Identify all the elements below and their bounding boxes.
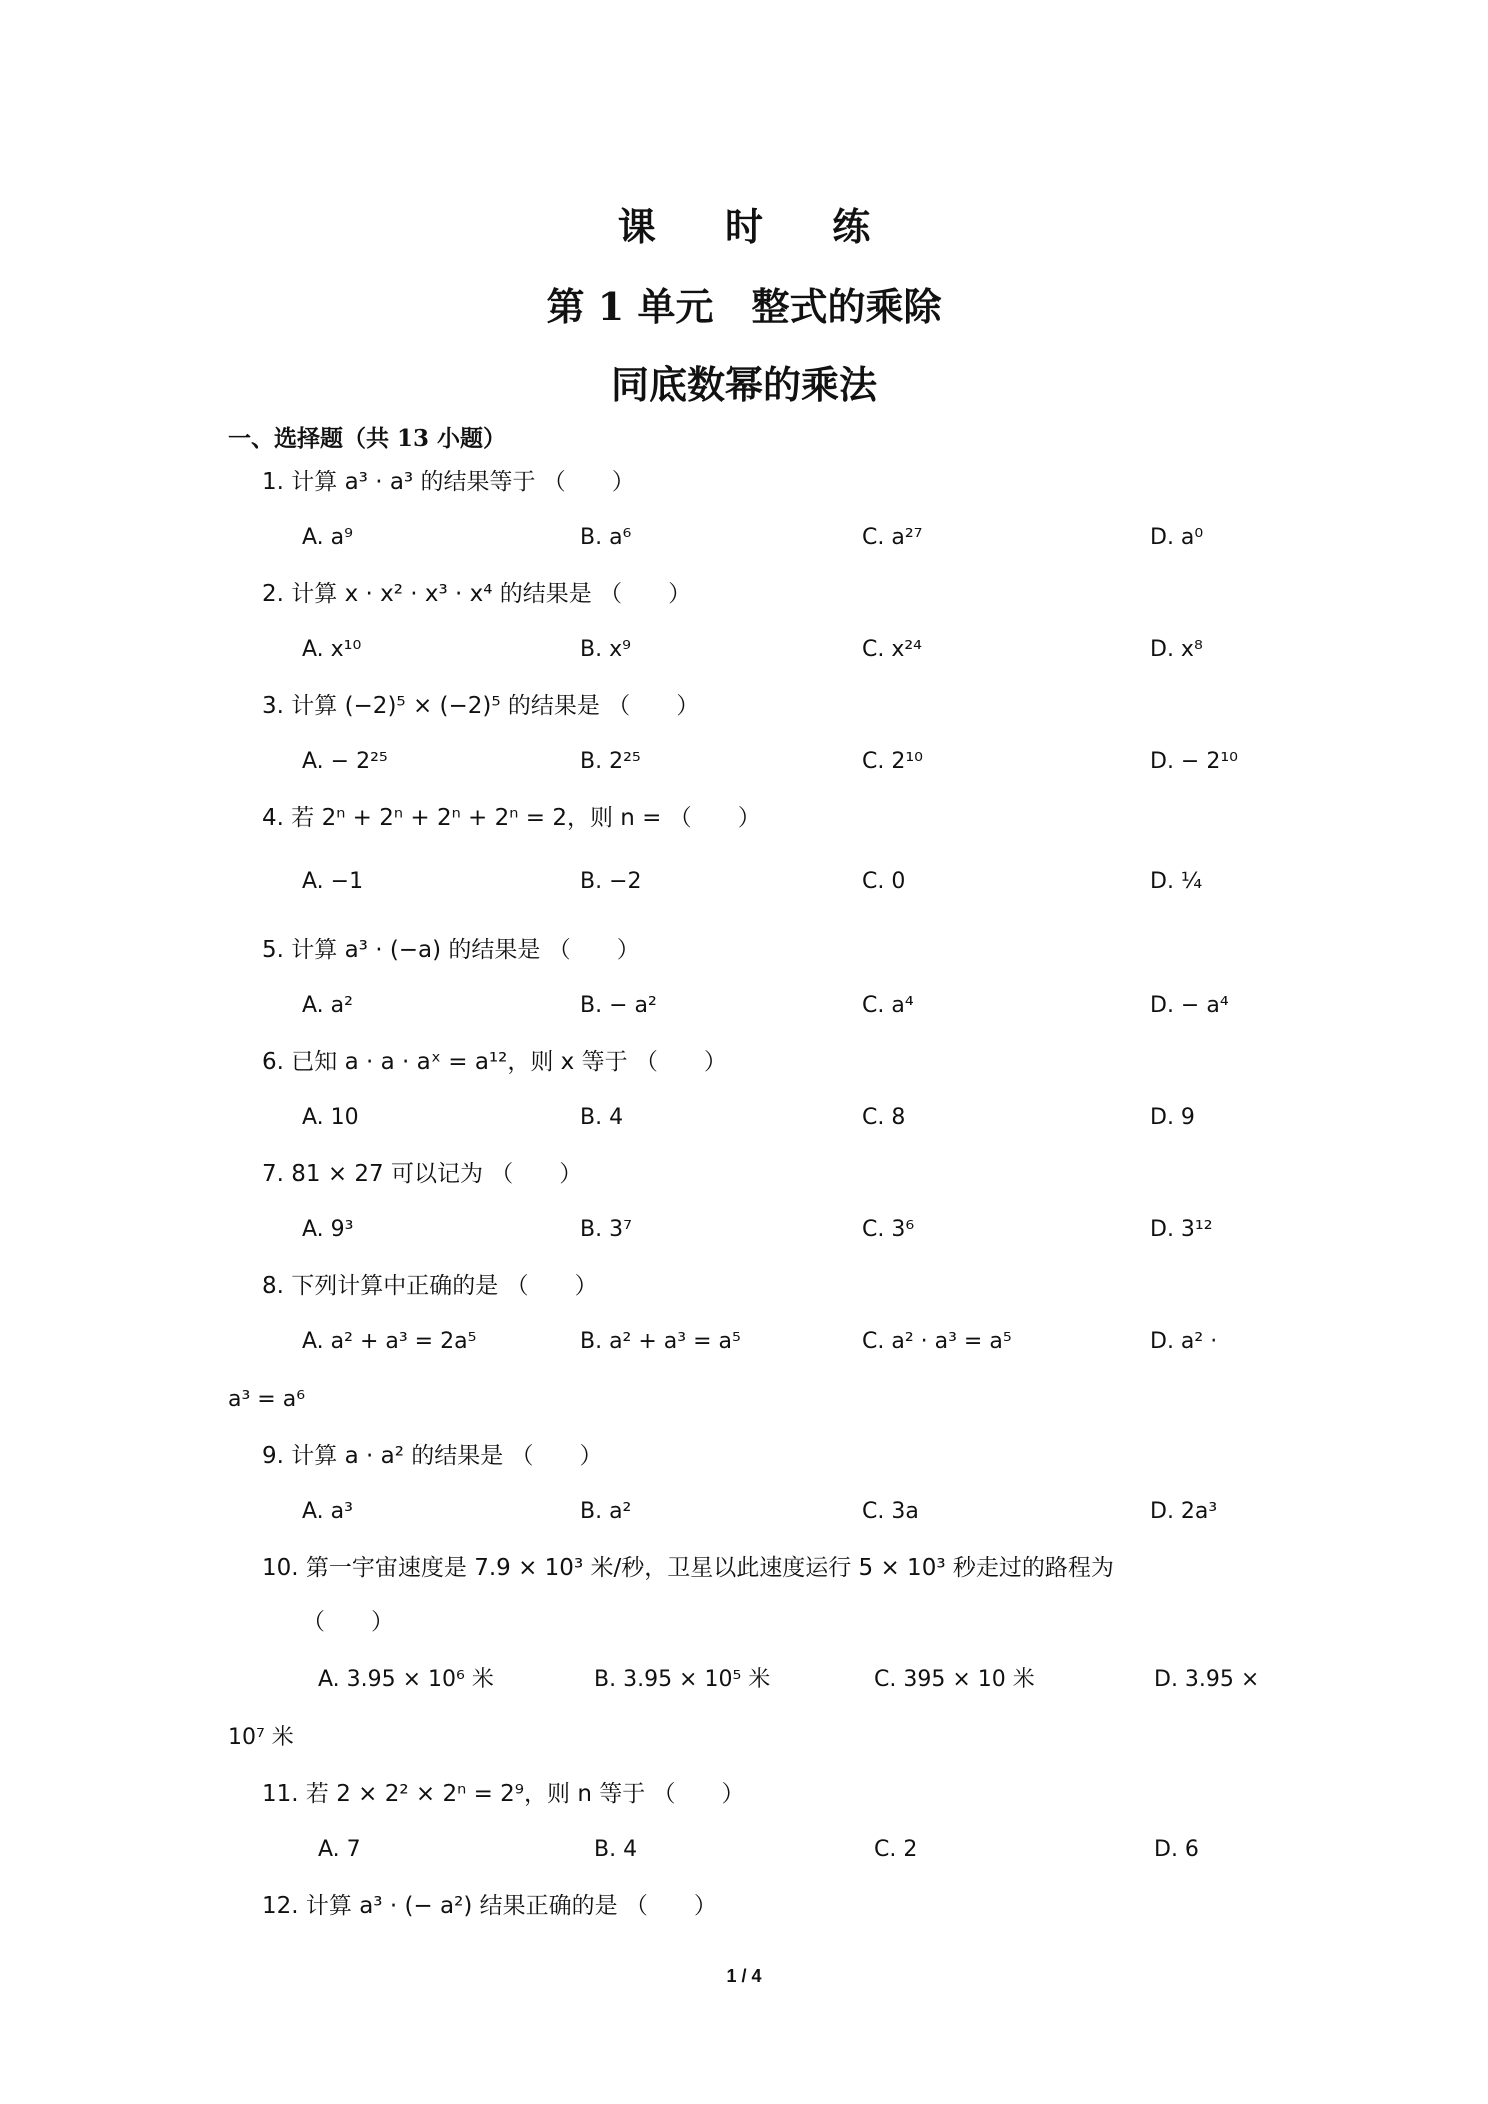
q5-option-a: A. a²	[302, 993, 353, 1018]
q9-option-c: C. 3a	[862, 1499, 919, 1524]
q11-option-d: D. 6	[1154, 1837, 1199, 1862]
q4-option-d: D. ¼	[1150, 869, 1203, 894]
section-heading: 一、选择题（共 13 小题）	[228, 425, 507, 452]
question-10-stem-cont: （ ）	[302, 1609, 394, 1635]
q3-option-b: B. 2²⁵	[580, 749, 641, 774]
q10-option-c: C. 395 × 10 米	[874, 1667, 1035, 1692]
q8-option-a: A. a² + a³ = 2a⁵	[302, 1329, 477, 1354]
q10-option-b: B. 3.95 × 10⁵ 米	[594, 1667, 771, 1692]
q1-option-a: A. a⁹	[302, 525, 353, 550]
q10-option-d: D. 3.95 ×	[1154, 1667, 1260, 1692]
topic-title: 同底数幂的乘法	[610, 362, 877, 407]
doc-title: 课 时 练	[617, 204, 899, 249]
q9-option-d: D. 2a³	[1150, 1499, 1218, 1524]
question-3-stem: 3. 计算 (−2)⁵ × (−2)⁵ 的结果是 （ ）	[262, 693, 700, 719]
q5-option-d: D. − a⁴	[1150, 993, 1229, 1018]
q3-option-c: C. 2¹⁰	[862, 749, 923, 774]
unit-title: 第 1 单元 整式的乘除	[546, 284, 942, 329]
q6-option-b: B. 4	[580, 1105, 624, 1130]
q7-option-c: C. 3⁶	[862, 1217, 915, 1242]
question-6-stem: 6. 已知 a · a · aˣ = a¹²，则 x 等于 （ ）	[262, 1049, 727, 1075]
question-5-stem: 5. 计算 a³ · (−a) 的结果是 （ ）	[262, 937, 640, 963]
q11-option-a: A. 7	[318, 1837, 361, 1862]
q5-option-c: C. a⁴	[862, 993, 914, 1018]
q10-option-d-wrap: 10⁷ 米	[228, 1725, 294, 1750]
q1-option-d: D. a⁰	[1150, 525, 1204, 550]
question-4-stem: 4. 若 2ⁿ + 2ⁿ + 2ⁿ + 2ⁿ = 2，则 n = （ ）	[262, 805, 761, 831]
question-12-stem: 12. 计算 a³ · (− a²) 结果正确的是 （ ）	[262, 1893, 717, 1919]
q4-option-a: A. −1	[302, 869, 364, 894]
question-1-stem: 1. 计算 a³ · a³ 的结果等于 （ ）	[262, 469, 635, 495]
question-7-stem: 7. 81 × 27 可以记为 （ ）	[262, 1161, 583, 1187]
q5-option-b: B. − a²	[580, 993, 657, 1018]
q9-option-b: B. a²	[580, 1499, 632, 1524]
q2-option-a: A. x¹⁰	[302, 637, 362, 662]
q7-option-b: B. 3⁷	[580, 1217, 632, 1242]
q1-option-b: B. a⁶	[580, 525, 632, 550]
q7-option-a: A. 9³	[302, 1217, 354, 1242]
question-10-stem: 10. 第一宇宙速度是 7.9 × 10³ 米/秒，卫星以此速度运行 5 × 10³ 秒走过的路程为	[262, 1555, 1114, 1581]
q8-option-b: B. a² + a³ = a⁵	[580, 1329, 741, 1354]
q8-option-d: D. a² ·	[1150, 1329, 1218, 1354]
q2-option-d: D. x⁸	[1150, 637, 1203, 662]
q8-option-c: C. a² · a³ = a⁵	[862, 1329, 1012, 1354]
q3-option-a: A. − 2²⁵	[302, 749, 388, 774]
q6-option-c: C. 8	[862, 1105, 906, 1130]
q6-option-d: D. 9	[1150, 1105, 1195, 1130]
q3-option-d: D. − 2¹⁰	[1150, 749, 1238, 774]
q11-option-c: C. 2	[874, 1837, 918, 1862]
q7-option-d: D. 3¹²	[1150, 1217, 1213, 1242]
question-9-stem: 9. 计算 a · a² 的结果是 （ ）	[262, 1443, 603, 1469]
q2-option-b: B. x⁹	[580, 637, 631, 662]
q9-option-a: A. a³	[302, 1499, 353, 1524]
question-2-stem: 2. 计算 x · x² · x³ · x⁴ 的结果是 （ ）	[262, 581, 692, 607]
q11-option-b: B. 4	[594, 1837, 638, 1862]
question-8-stem: 8. 下列计算中正确的是 （ ）	[262, 1273, 598, 1299]
question-11-stem: 11. 若 2 × 2² × 2ⁿ = 2⁹，则 n 等于 （ ）	[262, 1781, 745, 1807]
q6-option-a: A. 10	[302, 1105, 359, 1130]
page-number: 1 / 4	[726, 1966, 762, 1986]
q8-option-d-wrap: a³ = a⁶	[228, 1387, 306, 1412]
q10-option-a: A. 3.95 × 10⁶ 米	[318, 1667, 494, 1692]
q4-option-c: C. 0	[862, 869, 906, 894]
q2-option-c: C. x²⁴	[862, 637, 923, 662]
q4-option-b: B. −2	[580, 869, 642, 894]
q1-option-c: C. a²⁷	[862, 525, 923, 550]
